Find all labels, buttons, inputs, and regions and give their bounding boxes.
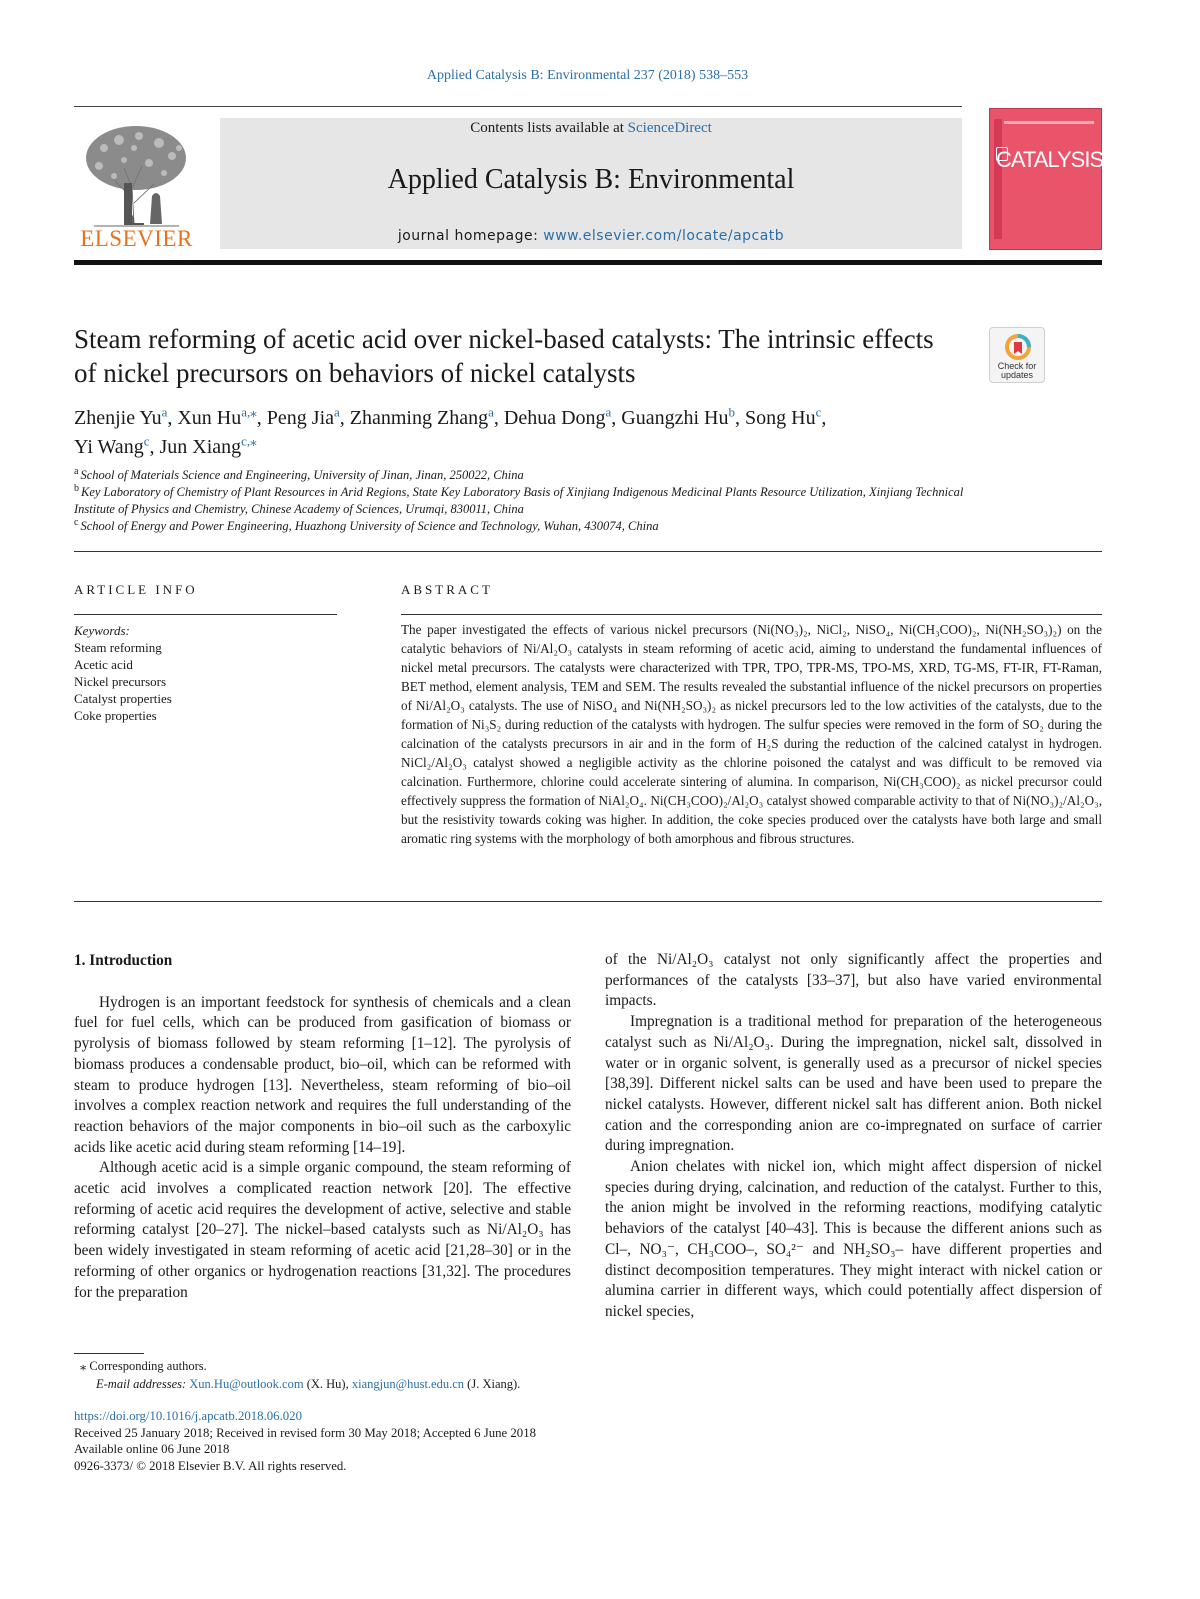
available-online: Available online 06 June 2018	[74, 1442, 230, 1456]
author-list: Zhenjie Yu$^a$, Xun $Hu^{a,⁎}$, Peng Jia$^a$, Zhanming Zhang$^a$, Dehua Dong$^a$, Guangzhi Hu$^b$, Song Hu$^c$, Yi Wang$^c$, Jun Xiang$^{c,⁎}$	[74, 404, 827, 458]
keyword: Acetic acid	[74, 657, 133, 672]
elsevier-wordmark: ELSEVIER	[80, 226, 193, 251]
keyword: Coke properties	[74, 708, 157, 723]
author[interactable]: Guangzhi Hu$^b$	[621, 404, 735, 429]
abstract-end-rule	[74, 901, 1102, 902]
article-title: Steam reforming of acetic acid over nickel-based catalysts: The intrinsic effects of nickel precursors on behaviors of nickel catalysts	[74, 324, 934, 388]
cover-brand: CATALYSIS	[996, 147, 1104, 172]
author[interactable]: Song Hu$^c$	[745, 404, 822, 429]
author[interactable]: Yi Wang$^c$	[74, 433, 150, 458]
keywords	[74, 622, 334, 724]
publication-info	[74, 1408, 694, 1474]
affiliation: $^a$ School of Materials Science and Engineering, University of Jinan, Jinan, 250022, China	[74, 465, 524, 482]
journal-reference[interactable]: Applied Catalysis B: Environmental 237 (2018) 538–553	[426, 68, 749, 83]
paragraph: Impregnation is a traditional method for preparation of the heterogeneous catalyst such as Ni/Al₂O₃. During the impregnation, nickel salt, dissolved in water or in organic solvent, is generally used as a precursor of nickel species [38,39]. Different nickel salts can be used and have been used to prepare the nickel catalysts. However, different nickel salt has different anion. Both nickel cation and the corresponding anion are co-impregnated on surface of carrier during impregnation.	[605, 1013, 1102, 1155]
body-right-column	[605, 950, 1102, 1323]
keyword: Nickel precursors	[74, 674, 167, 689]
author[interactable]: Zhenjie Yu$^a$	[74, 404, 168, 429]
corresponding-note: ⁎ Corresponding authors.	[80, 1359, 207, 1373]
copyright: 0926-3373/ © 2018 Elsevier B.V. All rights reserved.	[74, 1458, 347, 1473]
author[interactable]: Peng Jia$^a$	[266, 404, 340, 429]
author[interactable]: Zhanming Zhang$^a$	[349, 404, 494, 429]
keyword: Steam reforming	[74, 640, 162, 655]
journal-title: Applied Catalysis B: Environmental	[387, 164, 795, 195]
abstract-rule	[401, 614, 1102, 615]
paragraph: Although acetic acid is a simple organic compound, the steam reforming of acetic acid involves a complicated reaction network [20]. The effective reforming of acetic acid requires the development of active, selective and stable reforming catalyst [20–27]. The nickel–based catalysts such as Ni/Al₂O₃ has been widely investigated in steam reforming of acetic acid [21,28–30] or in the reforming of other organics or hydrogenation reactions [31,32]. The procedures for the preparation	[74, 1159, 571, 1301]
masthead-rule	[74, 260, 1102, 265]
crossmark-icon	[1005, 334, 1031, 360]
affiliation: $^b$ Key Laboratory of Chemistry of Plant Resources in Arid Regions, State Key Laboratory Basis of Xinjiang Indigenous Medicinal Plants Resource Utilization, Xinjiang Technical Institute of Physics and Chemistry, Chinese Academy of Sciences, Urumqi, 830011, China	[74, 482, 964, 516]
sciencedirect-link[interactable]: ScienceDirect	[627, 120, 712, 136]
check-for-updates-button[interactable]	[989, 327, 1045, 383]
cover-band	[1004, 121, 1094, 124]
affiliation: $^c$ School of Energy and Power Engineering, Huazhong University of Science and Technology, Wuhan, 430074, China	[74, 516, 659, 533]
abstract-label: ABSTRACT	[401, 582, 493, 597]
cover-strip	[994, 119, 1002, 239]
article-info-rule	[74, 614, 337, 615]
keyword: Catalyst properties	[74, 691, 172, 706]
footnotes	[74, 1357, 674, 1393]
dates-line: Received 25 January 2018; Received in revised form 30 May 2018; Accepted 6 June 2018	[74, 1425, 536, 1440]
email-link[interactable]: Xun.Hu@outlook.com	[189, 1377, 304, 1391]
body-left-column	[74, 950, 571, 1303]
footnote-rule	[74, 1353, 144, 1354]
affiliation-rule	[74, 551, 1102, 552]
paragraph: Anion chelates with nickel ion, which might affect dispersion of nickel species during drying, calcination, and reduction of the catalyst. Further to this, the anion might be involved in the reforming reactions, modifying catalytic behaviors of the catalyst [40–43]. This is because the different anions such as Cl–, NO₃⁻, CH₃COO–, SO₄²⁻ and NH₂SO₃– have different properties and distinct decomposition temperatures. They might interact with nickel cation or alumina carrier in different ways, which could potentially affect dispersion of nickel species,	[605, 1158, 1102, 1320]
journal-cover-image[interactable]	[989, 108, 1102, 250]
author[interactable]: Jun Xiang$^{c,⁎}$	[159, 433, 257, 458]
doi-link[interactable]: https://doi.org/10.1016/j.apcatb.2018.06.020	[74, 1409, 302, 1423]
crossmark-label: Check for updates	[997, 361, 1037, 380]
affiliations	[74, 467, 974, 535]
contents-line: Contents lists available at ScienceDirect	[470, 120, 712, 136]
journal-homepage-link[interactable]: www.elsevier.com/locate/apcatb	[543, 228, 785, 244]
paragraph: of the Ni/Al₂O₃ catalyst not only significantly affect the properties and performances of the catalysts [33–37], but also have varied environmental impacts.	[605, 951, 1102, 1010]
paragraph: Hydrogen is an important feedstock for synthesis of chemicals and a clean fuel for fuel cells, which can be produced from gasification of biomass or pyrolysis of biomass followed by steam reforming [1–12]. The pyrolysis of biomass produces a condensable product, bio–oil, which can be reformed with steam to produce hydrogen [13]. Nevertheless, steam reforming of bio–oil involves a complex reaction network and requires the full understanding of the reaction behaviors of the major components in bio–oil such as the carboxylic acids like acetic acid during steam reforming [14–19].	[74, 993, 571, 1156]
article-info-label: ARTICLE INFO	[74, 582, 198, 597]
homepage-line: journal homepage: www.elsevier.com/locate/apcatb	[397, 228, 785, 244]
keywords-heading: Keywords:	[74, 623, 130, 638]
section-heading: 1. Introduction	[74, 952, 173, 969]
email-link[interactable]: xiangjun@hust.edu.cn	[351, 1377, 465, 1391]
author[interactable]: Xun $Hu^{a,⁎}$	[177, 404, 257, 429]
journal-masthead	[220, 118, 962, 249]
author[interactable]: Dehua Dong$^a$	[503, 404, 612, 429]
header-rule	[74, 106, 962, 107]
email-line: E-mail addresses: Xun.Hu@outlook.com (X. Hu), xiangjun@hust.edu.cn (J. Xiang).	[96, 1377, 521, 1391]
abstract-text: The paper investigated the effects of various nickel precursors (Ni(NO₃)₂, NiCl₂, NiSO₄, Ni(CH₃COO)₂, Ni(NH₂SO₃)₂) on the catalytic behaviors of Ni/Al₂O₃ catalysts in steam reforming of acetic acid, aiming to understand the fundamental influences of nickel metal precursors. The catalysts were characterized with TPR, TPO, TPR-MS, TPO-MS, XRD, TG-MS, FT-IR, FT-Raman, BET method, element analysis, TEM and SEM. The results revealed the substantial influence of the nickel precursors on properties of Ni/Al₂O₃ catalysts. The use of NiSO₄ and Ni(NH₂SO₃)₂ as nickel precursors led to the low activities of the catalysts, due to the formation of Ni₃S₂ during reduction of the catalysts with hydrogen. The sulfur species were removed in the form of SO₂ during the calcination of the catalysts precursors in air and in the form of H₂S during the reduction of the calcined catalyst in hydrogen. NiCl₂/Al₂O₃ catalyst showed a negligible activity as the chlorine poisoned the catalyst and was difficult to be removed via calcination. Furthermore, chlorine could accelerate sintering of alumina. In comparison, Ni(CH₃COO)₂ as nickel precursor could effectively suppress the formation of NiAl₂O₄. Ni(CH₃COO)₂/Al₂O₃ catalyst showed comparable activity to that of Ni(NO₃)₂/Al₂O₃, but the resistivity towards coking was higher. In addition, the coke species produced over the catalysts have both large and small aromatic ring systems with the morphology of both amorphous and fibrous structures.	[401, 622, 1102, 846]
